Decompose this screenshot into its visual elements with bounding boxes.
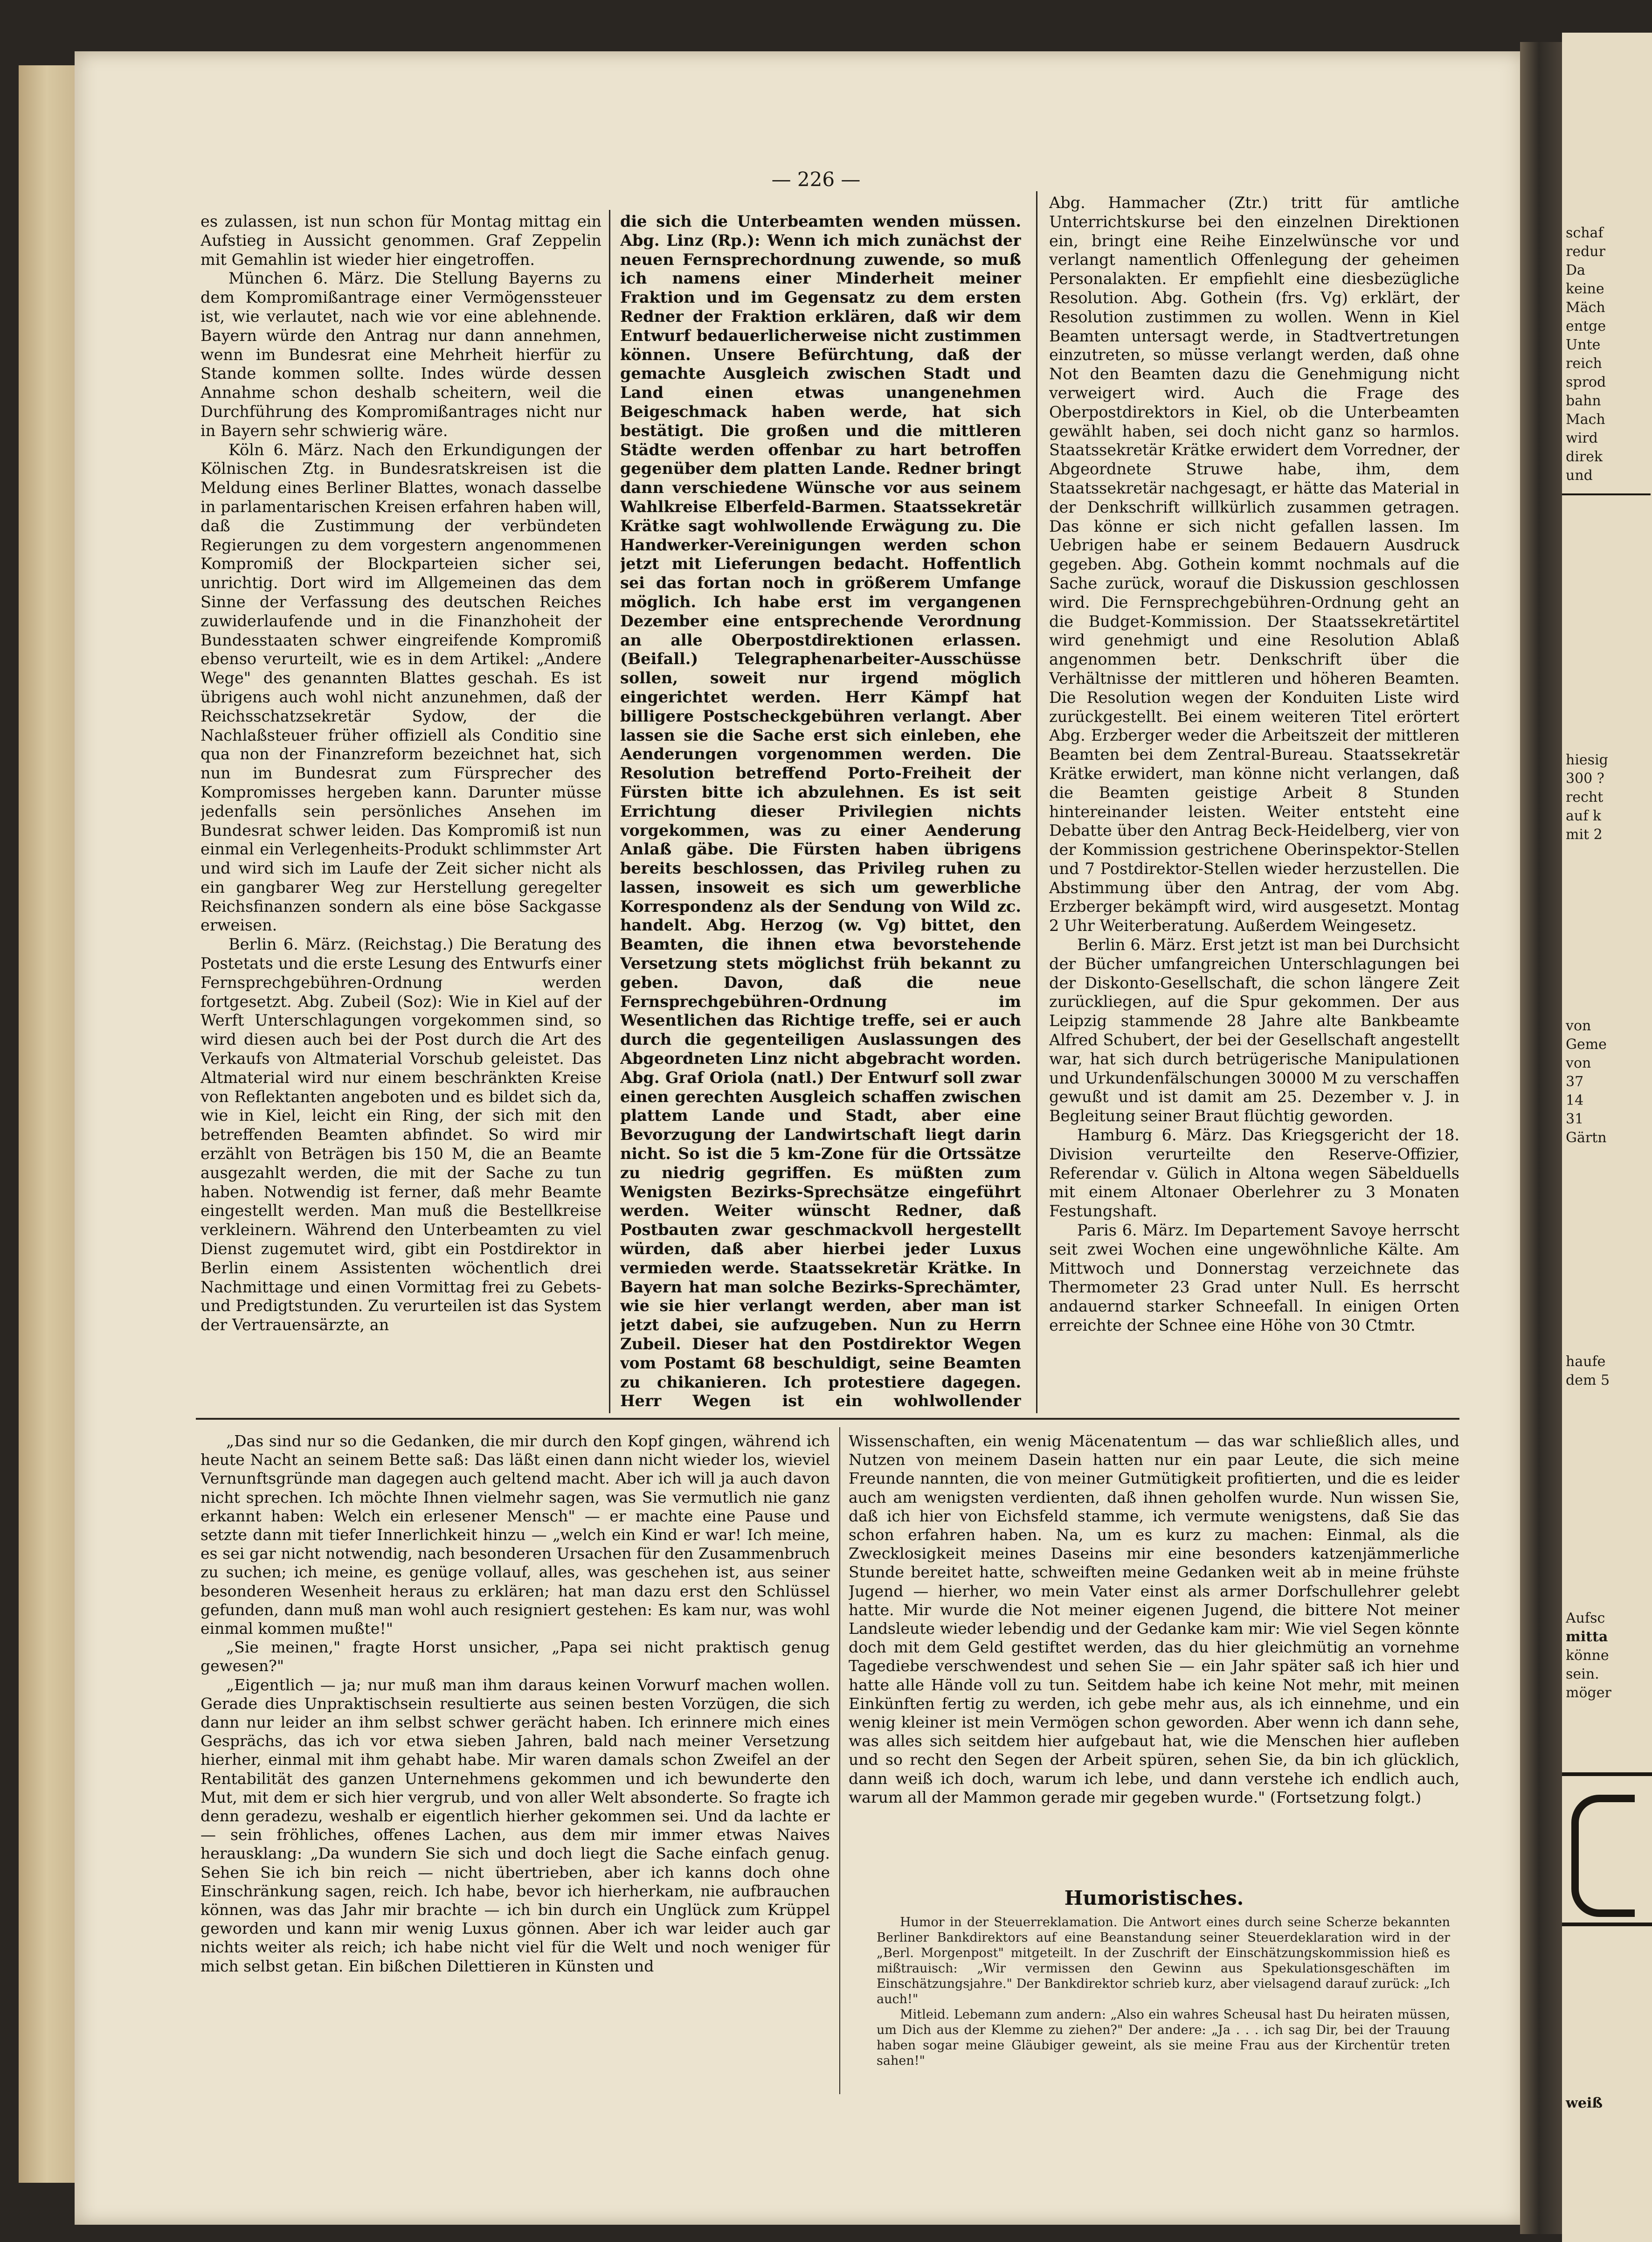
column-rule xyxy=(839,1427,840,2094)
right-page-line: haufe xyxy=(1566,1354,1606,1370)
right-page-low-block xyxy=(1562,1353,1610,1390)
right-page-last-block xyxy=(1562,2094,1603,2113)
column-1-paragraph: es zulassen, ist nun schon für Montag mittag ein Aufstieg in Aussicht genommen. Graf Zeppelin mit Gemahlin ist wieder hier eingetroffen. xyxy=(200,212,601,269)
right-page-line: 31 xyxy=(1566,1111,1584,1127)
right-page-fragment xyxy=(1562,33,1652,2242)
right-page-list-block xyxy=(1562,1017,1607,1147)
story-paragraph: „Sie meinen," fragte Horst unsicher, „Papa sei nicht praktisch genug gewesen?" xyxy=(200,1638,830,1675)
right-page-line: entge xyxy=(1566,318,1606,334)
column-3-paragraph: Hamburg 6. März. Das Kriegsgericht der 18. Division verurteilte den Reserve-Offizier, Referendar v. Gülich in Altona wegen Säbelduells mit einem Altonaer Oberlehrer zu 3 Monaten Festungshaft. xyxy=(1049,1126,1459,1221)
feuilleton-separator xyxy=(196,1418,1459,1420)
right-page-line: auf k xyxy=(1566,808,1602,824)
column-1-paragraph: Köln 6. März. Nach den Erkundigungen der Kölnischen Ztg. in Bundesratskreisen ist die Meldung eines Berliner Blattes, wonach dasselbe in parlamentarischen Kreisen erfahren haben will, daß die Zustimmung der verbündeten Regierungen zu dem vorgestern angenommenen Kompromiß der Blockparteien sicher sei, unrichtig. Dort wird im Allgemeinen das dem Sinne der Verfassung des deutschen Reiches zuwiderlaufende und in die Finanzhoheit der Bundesstaaten schwer eingreifende Kompromiß ebenso verurteilt, wie es in dem Artikel: „Andere Wege" des genannten Blattes geschah. Es ist übrigens auch wohl nicht anzunehmen, daß der Reichsschatzsekretär Sydow, der die Nachlaßsteuer früher offiziell als Conditio sine qua non der Finanzreform bezeichnet hat, sich nun im Bundesrat zum Fürsprecher des Kompromisses hergeben kann. Darunter müsse jedenfalls sein persönliches Ansehen im Bundesrat schwer leiden. Das Kompromiß ist nun einmal ein Verlegenheits-Produkt schlimmster Art und wird sich im Laufe der Zeit sicher nicht als ein gangbarer Weg zur Herstellung geregelter Reichsfinanzen sondern als eine böse Sackgasse erweisen. xyxy=(200,440,601,935)
right-page-line: möger xyxy=(1566,1685,1611,1701)
right-page-line: wird xyxy=(1566,430,1598,446)
column-1-paragraph: Berlin 6. März. (Reichstag.) Die Beratung des Postetats und die erste Lesung des Entwurfs einer Fernsprechgebühren-Ordnung werden fortgesetzt. Abg. Zubeil (Soz): Wie in Kiel auf der Werft Unterschlagungen vorgekommen sind, so wird diesen auch bei der Post durch die Art des Verkaufs von Altmaterial Vorschub geleistet. Das Altmaterial wird nur einem beschränkten Kreise von Reflektanten angeboten und es bildet sich da, wie in Kiel, leicht ein Ring, der sich mit den betreffenden Beamten abfindet. So wird mir erzählt von Beträgen bis 150 M, die an Beamte ausgezahlt werden, die mit der Sache zu tun haben. Notwendig ist ferner, daß mehr Beamte eingestellt werden. Man muß die Bestellkreise verkleinern. Während den Unterbeamten zu viel Dienst zugemutet wird, gibt ein Postdirektor in Berlin einem Assistenten wöchentlich drei Nachmittage und einen Vormittag frei zu Gebets- und Predigtstunden. Zu verurteilen ist das System der Vertrauensärzte, an xyxy=(200,935,601,1334)
advert-letter-shape xyxy=(1571,1795,1635,1917)
right-page-line: bahn xyxy=(1566,393,1601,409)
right-page-line: Mäch xyxy=(1566,299,1605,316)
right-page-line: hiesig xyxy=(1566,752,1608,768)
humor-paragraph: Mitleid. Lebemann zum andern: „Also ein wahres Scheusal hast Du heiraten müssen, um Dich aus der Klemme zu ziehen?" Der andere: „Ja . . . ich sag Dir, bei der Trauung haben sogar meine Gläubiger geweint, als sie meine Frau aus der Kirchentür treten sahen!" xyxy=(877,2007,1450,2068)
feuilleton-left-column xyxy=(200,1432,830,2094)
right-page-advert-box xyxy=(1562,1772,1652,1926)
right-page-bottom-block xyxy=(1562,1609,1611,1702)
story-paragraph: Wissenschaften, ein wenig Mäcenatentum — das war schließlich alles, und Nutzen von meinem Dasein hatten nur ein paar Leute, die sich meine Freunde nannten, die von meiner Gutmütigkeit profitierten, und die es leider auch am wenigsten verdienten, daß ihnen geholfen wurde. Nun wissen Sie, daß ich hier von Eichsfeld stamme, ich vermute wenigstens, daß Sie das schon erfahren haben. Na, um es kurz zu machen: Einmal, als die Zwecklosigkeit meines Daseins mir eine besonders katzenjämmerliche Stunde bereitet hatte, schweiften meine Gedanken weit ab in meine frühste Jugend — hierher, wo mein Vater einst als armer Dorfschullehrer gelebt hatte. Mir wurde die Not meiner eigenen Jugend, die bittere Not meiner Landsleute wieder lebendig und der Gedanke kam mir: Wie viel Segen könnte doch mit dem Geld gestiftet werden, das du hier gleichmütig an vornehme Tagediebe verschwendest und sehen Sie — ein Jahr später saß ich hier und hatte alle Hände voll zu tun. Seitdem habe ich keine Not mehr, mit meinen Einkünften fertig zu werden, ich gebe mehr aus, als ich einnehme, und ein wenig kleiner ist mein Vermögen schon geworden. Aber wenn ich dann sehe, was alles sich seitdem hier aufgebaut hat, wie die Menschen hier aufleben und so recht den Segen der Arbeit spüren, sehen Sie, da bin ich glücklich, dann weiß ich doch, warum ich lebe, und dann verstehe ich endlich auch, warum all der Mammon gerade mir gegeben wurde." (Fortsetzung folgt.) xyxy=(849,1432,1459,1806)
page-number: — 226 — xyxy=(771,168,861,191)
right-page-line: schaf xyxy=(1566,225,1604,241)
column-rule xyxy=(1036,191,1037,1413)
right-page-line: Unte xyxy=(1566,337,1601,353)
right-page-line: 300 ? xyxy=(1566,770,1604,787)
right-page-rule xyxy=(1562,493,1651,495)
story-paragraph: „Das sind nur so die Gedanken, die mir durch den Kopf gingen, während ich heute Nacht an seinem Bette saß: Das läßt einen dann nicht wieder los, wieviel Vernunftsgründe man dagegen auch geltend macht. Aber ich will ja auch davon nicht sprechen. Ich möchte Ihnen vielmehr sagen, was Sie vermutlich nie ganz erkannt haben: Welch ein erlesener Mensch" — er machte eine Pause und setzte dann mit tiefer Innerlichkeit hinzu — „welch ein Kind er war! Ich meine, es sei gar nicht notwendig, nach besonderen Ursachen für den Zusammenbruch zu suchen; ich meine, es genüge vollauf, alles, was geschehen ist, aus seiner besonderen Wesenheit heraus zu erklären; hat man dazu erst den Schlüssel gefunden, dann muß man wohl auch resigniert gestehen: Es kam nur, was wohl einmal kommen mußte!" xyxy=(200,1432,830,1638)
right-page-line: direk xyxy=(1566,449,1603,465)
humor-heading: Humoristisches. xyxy=(1064,1887,1244,1909)
humor-section xyxy=(877,1915,1450,2092)
right-page-line: mit 2 xyxy=(1566,826,1603,843)
column-3 xyxy=(1049,194,1459,1411)
right-page-line: redur xyxy=(1566,243,1605,260)
right-page-top-block xyxy=(1562,224,1651,504)
right-page-line: Gärtn xyxy=(1566,1130,1607,1146)
column-2-paragraph: die sich die Unterbeamten wenden müssen. Abg. Linz (Rp.): Wenn ich mich zunächst der neuen Fernsprechordnung zuwende, so muß ich namens einer Minderheit meiner Fraktion und im Gegensatz zu dem ersten Redner der Fraktion erklären, daß wir dem Entwurf bedauerlicherweise nicht zustimmen können. Unsere Befürchtung, daß der gemachte Ausgleich zwischen Stadt und Land einen etwas unangenehmen Beigeschmack haben werde, hat sich bestätigt. Die großen und die mittleren Städte werden offenbar zu hart betroffen gegenüber dem platten Lande. Redner bringt dann verschiedene Wünsche vor aus seinem Wahlkreise Elberfeld-Barmen. Staatssekretär Krätke sagt wohlwollende Erwägung zu. Die Handwerker-Vereinigungen werden schon jetzt mit Lieferungen bedacht. Hoffentlich sei das fortan noch in größerem Umfange möglich. Ich habe erst im vergangenen Dezember eine entsprechende Verordnung an alle Oberpostdirektionen erlassen. (Beifall.) Telegraphenarbeiter-Ausschüsse sollen, soweit nur irgend möglich eingerichtet werden. Herr Kämpf hat billigere Postscheckgebühren verlangt. Aber lassen sie die Sache erst sich einleben, ehe Aenderungen vorgenommen werden. Die Resolution betreffend Porto-Freiheit der Fürsten bitte ich abzulehnen. Es ist seit Errichtung dieser Privilegien nichts vorgekommen, was zu einer Aenderung Anlaß gäbe. Die Fürsten haben übrigens bereits beschlossen, das Privileg ruhen zu lassen, insoweit es sich um gewerbliche Korrespondenz als der Sendung von Wild zc. handelt. Abg. Herzog (w. Vg) bittet, den Beamten, die ihnen etwa bevorstehende Versetzung stets möglichst früh bekannt zu geben. Davon, daß die neue Fernsprechgebühren-Ordnung im Wesentlichen das Richtige treffe, sei er auch durch die gegenteiligen Auslassungen des Abgeordneten Linz nicht abgebracht worden. Abg. Graf Oriola (natl.) Der Entwurf soll zwar einen gerechten Ausgleich schaffen zwischen plattem Lande und Stadt, aber eine Bevorzugung der Landwirtschaft liegt darin nicht. So ist die 5 km-Zone für die Ortssätze zu niedrig gegriffen. Es müßten zum Wenigsten Bezirks-Sprechsätze eingeführt werden. Weiter wünscht Redner, daß Postbauten zwar geschmackvoll hergestellt würden, daß aber hierbei jeder Luxus vermieden werde. Staatssekretär Krätke. In Bayern hat man solche Bezirks-Sprechämter, wie sie hier verlangt werden, aber man ist jetzt dabei, sie aufzugeben. Nun zu Herrn Zubeil. Dieser hat den Postdirektor Wegen vom Postamt 68 beschuldigt, seine Beamten zu chikanieren. Ich protestiere dagegen. Herr Wegen ist ein wohlwollender xyxy=(620,212,1021,1410)
right-page-line: und xyxy=(1566,467,1593,484)
column-3-paragraph: Abg. Hammacher (Ztr.) tritt für amtliche Unterrichtskurse bei den einzelnen Direktionen ein, bringt eine Reihe Einzelwünsche vor und verlangt namentlich Offenlegung der geheimen Personalakten. Er empfiehlt eine diesbezügliche Resolution. Abg. Gothein (frs. Vg) erklärt, der Resolution zustimmen zu wollen. Wenn in Kiel Beamten untersagt werde, in Stadtvertretungen einzutreten, so müsse verlangt werden, daß ohne Not den Beamten dazu die Genehmigung nicht verweigert wird. Auch die Frage des Oberpostdirektors in Kiel, ob die Unterbeamten gewählt haben, sei doch nicht ganz so harmlos. Staatssekretär Krätke erwidert dem Vorredner, der Abgeordnete Struwe habe, ihm, dem Staatssekretär nachgesagt, er hätte das Material in der Denkschrift willkürlich zusammen getragen. Das könne er sich nicht gefallen lassen. Im Uebrigen habe er seinem Bedauern Ausdruck gegeben. Abg. Gothein kommt nochmals auf die Sache zurück, worauf die Diskussion geschlossen wird. Die Fernsprechgebühren-Ordnung geht an die Budget-Kommission. Der Staatssekretärtitel wird genehmigt und eine Resolution Ablaß angenommen betr. Denkschrift über die Verhältnisse der mittleren und höheren Beamten. Die Resolution wegen der Konduiten Liste wird zurückgestellt. Bei einem weiteren Titel erörtert Abg. Erzberger weder die Arbeitszeit der mittleren Beamten bei dem Zentral-Bureau. Staatssekretär Krätke erwidert, man könne nicht verlangen, daß die Beamten geistige Arbeit 8 Stunden hintereinander leisten. Weiter entsteht eine Debatte über den Antrag Beck-Heidelberg, vier von der Kommission gestrichene Oberinspektor-Stellen und 7 Postdirektor-Stellen wieder herzustellen. Die Abstimmung über den Antrag, der vom Abg. Erzberger bekämpft wird, wird ausgesetzt. Montag 2 Uhr Weiterberatung. Außerdem Weingesetz. xyxy=(1049,194,1459,935)
right-page-line: von xyxy=(1566,1055,1591,1071)
right-page-line: sein. xyxy=(1566,1666,1599,1682)
right-page-line: Da xyxy=(1566,262,1585,278)
right-page-line: 14 xyxy=(1566,1092,1584,1109)
right-page-line: 37 xyxy=(1566,1074,1584,1090)
column-3-paragraph: Paris 6. März. Im Departement Savoye herrscht seit zwei Wochen eine ungewöhnliche Kälte. Am Mittwoch und Donnerstag verzeichnete das Thermometer 23 Grad unter Null. Es herrscht andauernd starker Schneefall. In einigen Orten erreichte der Schnee eine Höhe von 30 Ctmtr. xyxy=(1049,1221,1459,1335)
right-page-line: mitta xyxy=(1566,1629,1608,1645)
column-3-paragraph: Berlin 6. März. Erst jetzt ist man bei Durchsicht der Bücher umfangreichen Unterschlagungen bei der Diskonto-Gesellschaft, die schon längere Zeit zurückliegen, auf die Spur gekommen. Der aus Leipzig stammende 28 Jahre alte Bankbeamte Alfred Schubert, der bei der Gesellschaft angestellt war, hat sich durch betrügerische Manipulationen und Urkundenfälschungen 30000 M zu verschaffen gewußt und ist damit am 25. Dezember v. J. in Begleitung seiner Braut flüchtig geworden. xyxy=(1049,936,1459,1125)
right-page-line: Mach xyxy=(1566,411,1605,428)
humor-paragraph: Humor in der Steuerreklamation. Die Antwort eines durch seine Scherze bekannten Berliner Bankdirektors auf eine Beanstandung seiner Steuerdeklaration wird in der „Berl. Morgenpost" mitgeteilt. In der Zuschrift der Einschätzungskommission hieß es mißtrauisch: „Wir vermissen den Gewinn aus Spekulationsgeschäften im Einschätzungsjahre." Der Bankdirektor schrieb kurz, aber vielsagend darauf zurück: „Ich auch!" xyxy=(877,1915,1450,2006)
column-2 xyxy=(620,212,1021,1411)
right-page-line: von xyxy=(1566,1018,1591,1034)
right-page-line: dem 5 xyxy=(1566,1372,1610,1388)
right-page-line: weiß xyxy=(1566,2095,1603,2111)
feuilleton-right-column xyxy=(849,1432,1459,1880)
right-page-line: sprod xyxy=(1566,374,1606,390)
right-page-line: keine xyxy=(1566,281,1604,297)
column-rule xyxy=(609,210,610,1413)
right-page-mid-block xyxy=(1562,751,1608,844)
column-1-paragraph: München 6. März. Die Stellung Bayerns zu dem Kompromißantrage einer Vermögenssteuer ist, wie verlautet, nach wie vor eine ablehnende. Bayern würde den Antrag nur dann annehmen, wenn im Bundesrat eine Mehrheit hierfür zu Stande kommen sollte. Indes würde dessen Annahme schon deshalb scheitern, weil die Durchführung des Kompromißantrages nicht nur in Bayern sehr schwierig wäre. xyxy=(200,269,601,440)
right-page-line: könne xyxy=(1566,1647,1609,1664)
right-page-line: reich xyxy=(1566,355,1602,372)
right-page-line: Aufsc xyxy=(1566,1610,1605,1626)
story-paragraph: „Eigentlich — ja; nur muß man ihm daraus keinen Vorwurf machen wollen. Gerade dies Unpraktischsein resultierte aus seinen besten Vorzügen, die sich dann nur leider an ihm selbst schwer gerächt haben. Ich erinnere mich eines Gesprächs, das ich vor etwa sieben Jahren, bald nach meiner Versetzung hierher, einmal mit ihm gehabt habe. Mir waren damals schon Zweifel an der Rentabilität des ganzen Unternehmens gekommen und ich bewunderte den Mut, mit dem er sich hier vergrub, und von aller Welt absonderte. So fragte ich denn geradezu, weshalb er eigentlich hierher gekommen sei. Und da lachte er — sein fröhliches, offenes Lachen, aus dem mir immer etwas Naives herausklang: „Da wundern Sie sich und doch liegt die Sache einfach genug. Sehen Sie ich bin reich — nicht übertrieben, aber ich kanns doch ohne Einschränkung sagen, reich. Ich habe, bevor ich hierherkam, nie aufbrauchen können, was das Jahr mir brachte — ich bin durch ein Unglück zum Krüppel geworden und kann mir wenig Luxus gönnen. Aber ich war leider auch gar nichts weiter als reich; ich habe nicht viel für die Welt und noch weniger für mich selbst getan. Ein bißchen Dilettieren in Künsten und xyxy=(200,1675,830,1975)
right-page-line: recht xyxy=(1566,789,1604,805)
right-page-line: Geme xyxy=(1566,1036,1607,1053)
column-1 xyxy=(200,212,601,1411)
book-gutter xyxy=(1520,42,1562,2234)
